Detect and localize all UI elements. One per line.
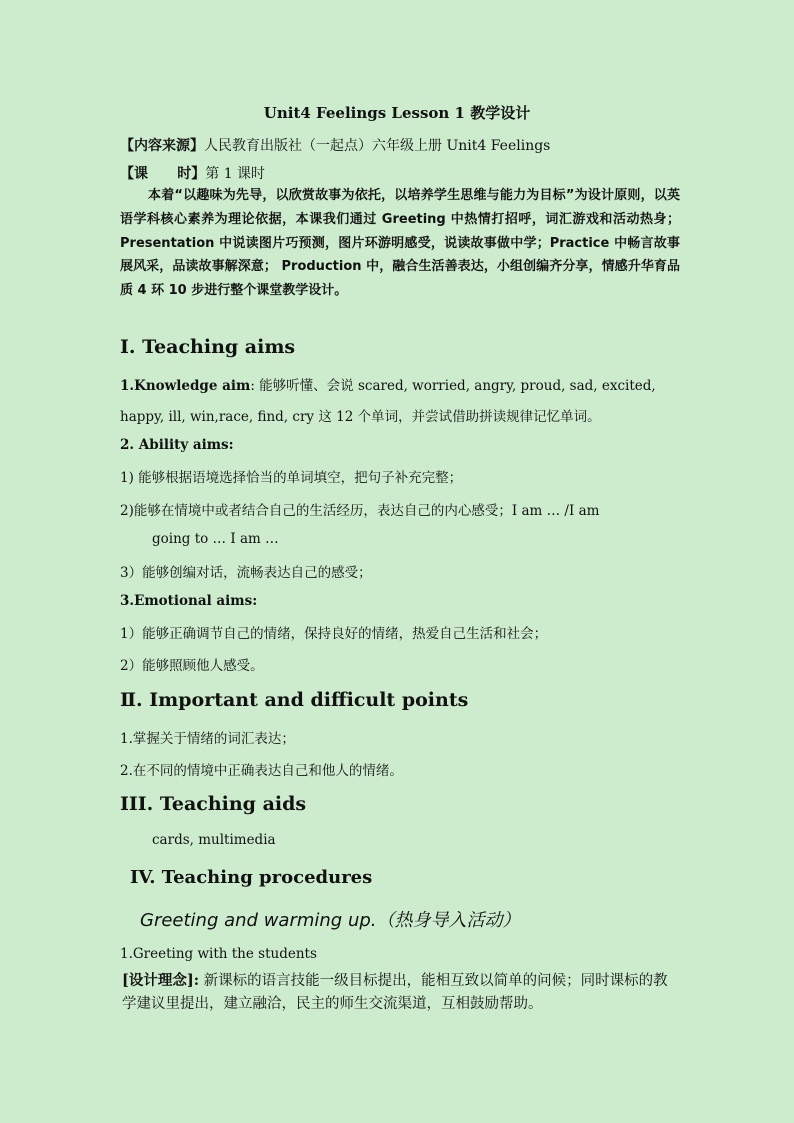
ability-aim-2-cont: going to … I am … xyxy=(152,531,279,547)
period-value: 第 1 课时 xyxy=(205,166,266,182)
knowledge-aim-label: 1.Knowledge aim xyxy=(120,378,251,394)
design-note xyxy=(122,969,682,1016)
emotional-aims-heading: 3.Emotional aims: xyxy=(120,593,258,609)
ability-aims-heading: 2. Ability aims: xyxy=(120,437,234,453)
knowledge-aim-text: : 能够听懂、会说 scared, worried, angry, proud, sad, excited, xyxy=(250,378,656,394)
ability-aim-2: 2)能够在情境中或者结合自己的生活经历，表达自己的内心感受；I am … /I am xyxy=(120,503,600,519)
source-label: 【内容来源】 xyxy=(120,138,204,154)
aids-heading: III. Teaching aids xyxy=(120,793,307,815)
ability-aim-1: 1) 能够根据语境选择恰当的单词填空，把句子补充完整； xyxy=(120,470,463,486)
ability-aim-3: 3）能够创编对话，流畅表达自己的感受； xyxy=(120,565,372,581)
aids-text: cards, multimedia xyxy=(152,832,276,848)
period-line xyxy=(120,163,265,183)
procedures-heading: IV. Teaching procedures xyxy=(130,867,373,888)
greeting-step-1: 1.Greeting with the students xyxy=(120,946,317,962)
source-value: 人民教育出版社（一起点）六年级上册 Unit4 Feelings xyxy=(204,138,551,154)
points-heading: Ⅱ. Important and difficult points xyxy=(120,689,469,711)
point-2: 2.在不同的情境中正确表达自己和他人的情绪。 xyxy=(120,763,403,779)
point-1: 1.掌握关于情绪的词汇表达； xyxy=(120,731,295,747)
source-line xyxy=(120,135,550,155)
greeting-heading: Greeting and warming up.（热身导入活动） xyxy=(140,910,521,931)
emotional-aim-2: 2）能够照顾他人感受。 xyxy=(120,658,264,674)
knowledge-aim-line-2: happy, ill, win,race, find, cry 这 12 个单词，并尝试借助拼读规律记忆单词。 xyxy=(120,409,601,425)
aims-heading: Ⅰ. Teaching aims xyxy=(120,336,296,358)
design-note-label: [设计理念]: xyxy=(122,972,200,989)
period-label: 【课 时】 xyxy=(120,166,206,182)
design-note-text: 新课标的语言技能一级目标提出，能相互致以简单的问候；同时课标的教学建议里提出，建立融洽，民主的师生交流渠道，互相鼓励帮助。 xyxy=(122,973,668,1012)
intro-paragraph: 本着“以趣味为先导，以欣赏故事为依托，以培养学生思维与能力为目标”为设计原则，以英语学科核心素养为理论依据，本课我们通过 Greeting 中热情打招呼，词汇游戏和活动热身；Presentation 中说读图片巧预测，图片环游明感受，说读故事做中学；Practice 中畅言故事展风采，品读故事解深意； Production 中，融合生活善表达，小组创编齐分享，情感升华育品质 4 环 10 步进行整个课堂教学设计。 xyxy=(120,188,680,299)
emotional-aim-1: 1）能够正确调节自己的情绪，保持良好的情绪，热爱自己生活和社会； xyxy=(120,626,548,642)
document-title: Unit4 Feelings Lesson 1 教学设计 xyxy=(263,104,531,122)
knowledge-aim-line xyxy=(120,374,656,394)
